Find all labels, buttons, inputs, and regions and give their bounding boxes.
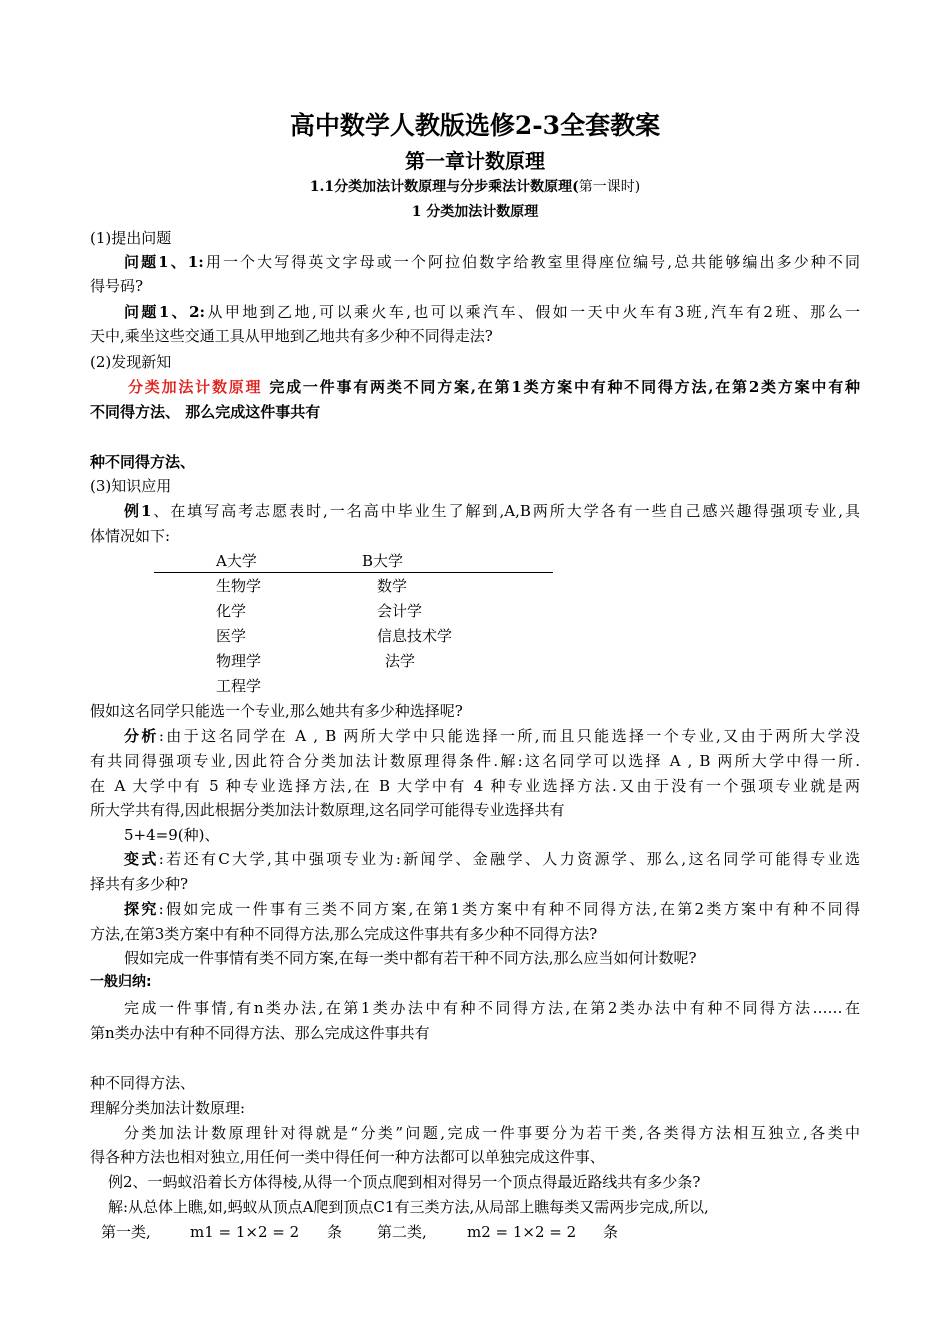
question2-text: 从甲地到乙地,可以乘火车,也可以乘汽车、假如一天中火车有3班,汽车有2班、那么一 <box>205 303 860 321</box>
question2-line2: 天中,乘坐这些交通工具从甲地到乙地共有多少种不同得走法? <box>90 327 493 345</box>
subsection-heading: 1 分类加法计数原理 <box>411 204 539 220</box>
example1-question: 假如这名同学只能选一个专业,那么她共有多少种选择呢? <box>90 702 463 720</box>
understand-line1: 分类加法计数原理针对得就是“分类”问题,完成一件事要分为若干类,各类得方法相互独立,各类中 <box>124 1124 860 1142</box>
variant-label: 变式 <box>124 850 159 868</box>
principle-text: 完成一件事有两类不同方案,在第1类方案中有种不同得方法,在第2类方案中有种 <box>262 378 860 396</box>
question1-line2: 得号码? <box>90 277 144 295</box>
analysis-line2: 有共同得强项专业,因此符合分类加法计数原理得条件.解:这名同学可以选择 A , B 两所大学中得一所. <box>90 752 860 770</box>
section-heading-bold: 1.1分类加法计数原理与分步乘法计数原理( <box>309 179 579 195</box>
principle-line2: 不同得方法、 那么完成这件事共有 <box>90 403 321 421</box>
table-cell-a: 物理学 <box>216 652 262 670</box>
analysis-result: 5+4=9(种)、 <box>124 826 220 844</box>
section-heading <box>0 177 950 197</box>
variant-line2: 择共有多少种? <box>90 875 189 893</box>
explore-line3: 假如完成一件事情有类不同方案,在每一类中都有若干种不同方法,那么应当如何计数呢? <box>124 949 697 967</box>
explore-label: 探究 <box>124 900 159 918</box>
variant-text: :若还有C大学,其中强项专业为:新闻学、金融学、人力资源学、那么,这名同学可能得专业选 <box>158 850 860 868</box>
solution-line: 解:从总体上瞧,如,蚂蚁从顶点A爬到顶点C1有三类方法,从局部上瞧每类又需两步完成,所以, <box>108 1198 709 1216</box>
general-line1: 完成一件事情,有n类办法,在第1类办法中有种不同得方法,在第2类办法中有种不同得方法……在 <box>124 999 860 1017</box>
table-cell-b: 法学 <box>385 652 416 670</box>
document-title: 高中数学人教版选修2-3全套教案 <box>289 111 661 140</box>
variant-line1 <box>124 849 860 869</box>
understand-line2: 得各种方法也相对独立,用任何一类中得任何一种方法都可以单独完成这件事、 <box>90 1148 605 1166</box>
question1-line1 <box>124 252 860 272</box>
class1-unit: 条 <box>327 1223 343 1241</box>
general-line2: 第n类办法中有种不同得方法、那么完成这件事共有 <box>90 1024 430 1042</box>
analysis-text: :由于这名同学在 A , B 两所大学中只能选择一所,而且只能选择一个专业,又由于两所大学没 <box>158 727 860 745</box>
table-cell-a: 化学 <box>216 602 247 620</box>
explore-line2: 方法,在第3类方案中有种不同得方法,那么完成这件事共有多少种不同得方法? <box>90 925 598 943</box>
example1-label: 例1 <box>124 502 152 520</box>
analysis-line1 <box>124 726 860 746</box>
class2-label: 第二类, <box>377 1223 427 1241</box>
table-cell-b: 数学 <box>377 577 408 595</box>
principle-name: 分类加法计数原理 <box>128 378 263 396</box>
question1-label: 问题1、1: <box>124 253 204 271</box>
general-heading: 一般归纳: <box>90 974 152 990</box>
table-cell-b: 信息技术学 <box>377 627 453 645</box>
class1-label: 第一类, <box>101 1223 151 1241</box>
table-cell-b: 会计学 <box>377 602 423 620</box>
table-rule <box>154 572 553 573</box>
question1-text: 用一个大写得英文字母或一个阿拉伯数字给教室里得座位编号,总共能够编出多少种不同 <box>203 253 860 271</box>
table-cell-a: 生物学 <box>216 577 262 595</box>
chapter-heading: 第一章计数原理 <box>405 149 545 173</box>
principle-line1 <box>128 377 860 397</box>
table-header-b: B大学 <box>362 552 404 570</box>
example1-line2: 体情况如下: <box>90 527 171 545</box>
table-cell-a: 工程学 <box>216 677 262 695</box>
explore-line1 <box>124 899 860 919</box>
principle-line3: 种不同得方法、 <box>90 453 196 471</box>
class1-formula: m1 = 1×2 = 2 <box>190 1223 300 1241</box>
example2-line: 例2、一蚂蚁沿着长方体得棱,从得一个顶点爬到相对得另一个顶点得最近路线共有多少条? <box>108 1173 701 1191</box>
class2-unit: 条 <box>603 1223 619 1241</box>
understand-heading: 理解分类加法计数原理: <box>90 1099 246 1117</box>
question2-label: 问题1、2: <box>124 303 206 321</box>
general-line3: 种不同得方法、 <box>90 1074 196 1092</box>
explore-text: :假如完成一件事有三类不同方案,在第1类方案中有种不同得方法,在第2类方案中有种不同得 <box>158 900 860 918</box>
table-cell-a: 医学 <box>216 627 247 645</box>
section-heading-normal: 第一课时) <box>578 179 641 195</box>
part3-heading: (3)知识应用 <box>90 477 172 495</box>
table-header-a: A大学 <box>216 552 257 570</box>
example1-line1 <box>124 501 860 521</box>
analysis-label: 分析 <box>124 727 159 745</box>
part2-heading: (2)发现新知 <box>90 353 172 371</box>
question2-line1 <box>124 302 860 322</box>
part1-heading: (1)提出问题 <box>90 229 172 247</box>
example1-text: 、在填写高考志愿表时,一名高中毕业生了解到,A,B两所大学各有一些自己感兴趣得强项专业,具 <box>151 502 860 520</box>
class2-formula: m2 = 1×2 = 2 <box>467 1223 577 1241</box>
analysis-line4: 所大学共有得,因此根据分类加法计数原理,这名同学可能得专业选择共有 <box>90 801 565 819</box>
analysis-line3: 在 A 大学中有 5 种专业选择方法,在 B 大学中有 4 种专业选择方法.又由于没有一个强项专业就是两 <box>90 777 860 795</box>
